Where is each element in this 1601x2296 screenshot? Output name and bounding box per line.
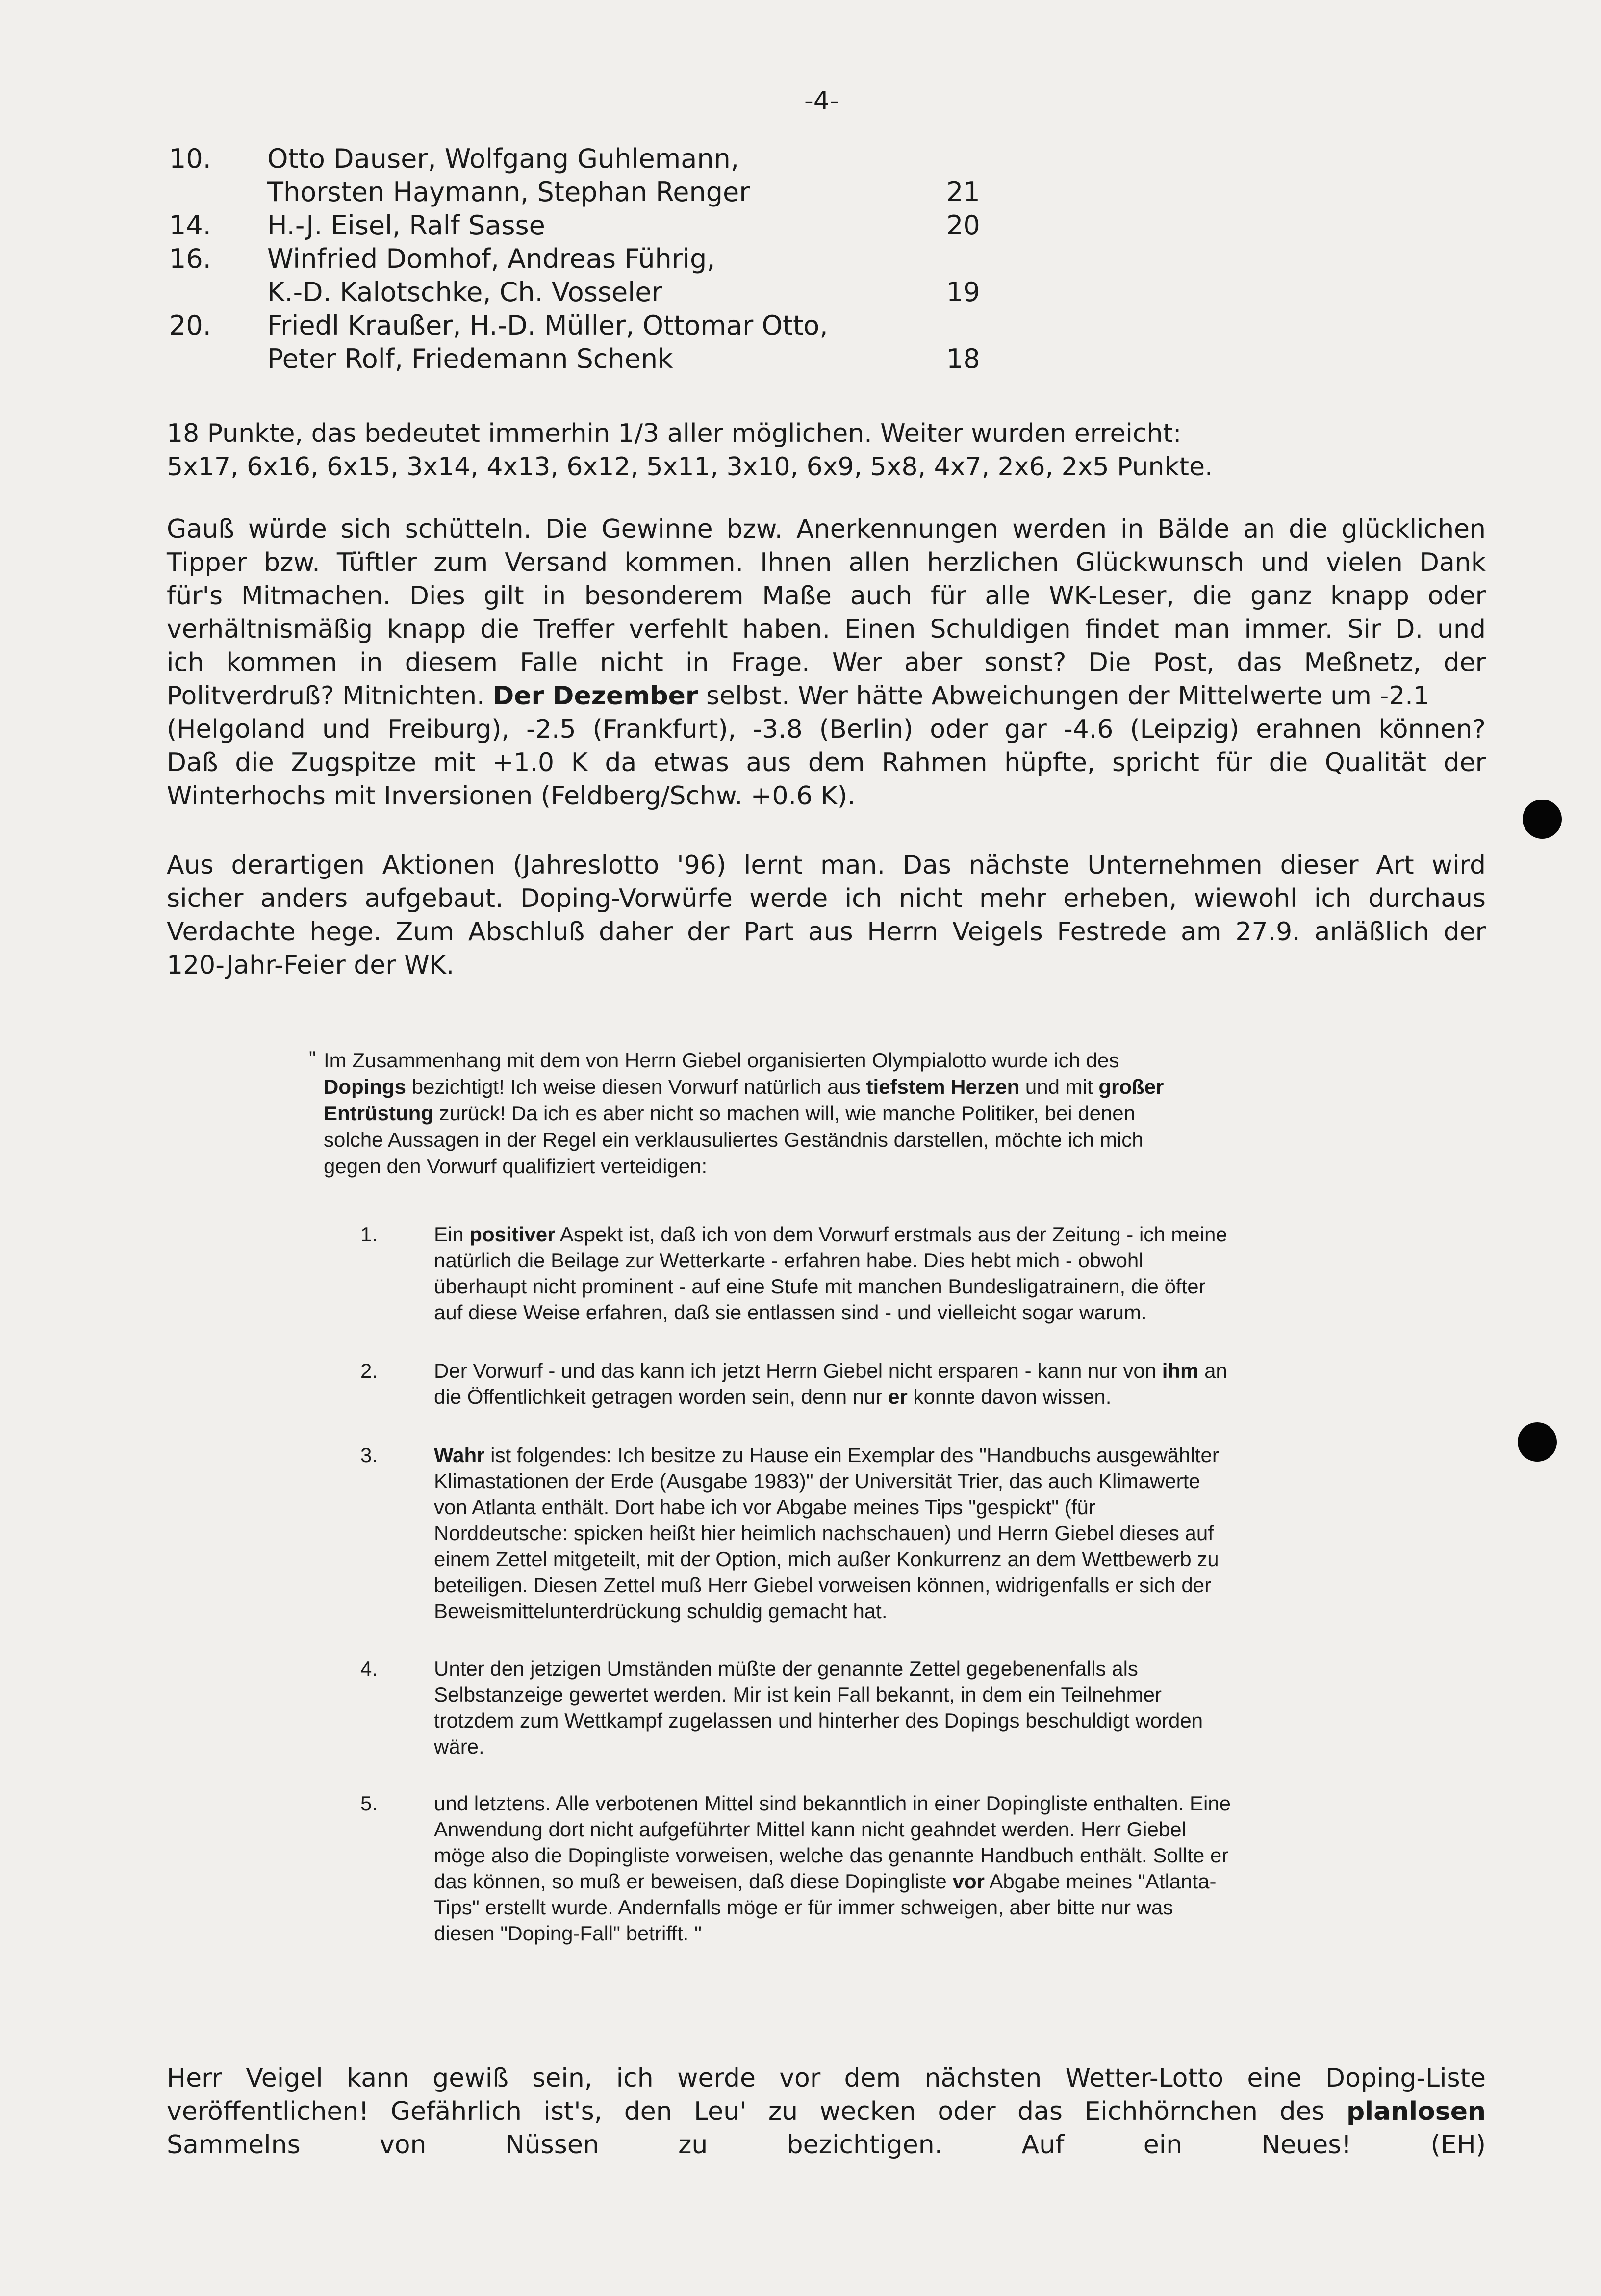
closing-paragraph (167, 2062, 1486, 2162)
text-span: Aspekt ist, daß ich von dem Vorwurf erstmals aus der Zeitung - ich meine (559, 1223, 1227, 1246)
rank-names: Otto Dauser, Wolfgang Guhlemann, (267, 143, 739, 174)
opening-quote-mark: " (309, 1048, 316, 1069)
text-line: Unter den jetzigen Umständen müßte der genannte Zettel gegebenenfalls als (434, 1657, 1138, 1680)
text-line: verhältnismäßig knapp die Treffer verfehlt haben. Einen Schuldigen findet man immer. Sir D. und (167, 615, 1486, 644)
text-span: und mit (1025, 1075, 1093, 1098)
rank-points: 21 (946, 177, 980, 207)
text-line: Herr Veigel kann gewiß sein, ich werde vor dem nächsten Wetter-Lotto eine Doping-Liste (167, 2064, 1486, 2093)
text-line: Klimastationen der Erde (Ausgabe 1983)" der Universität Trier, das auch Klimawerte (434, 1470, 1200, 1493)
text-line (434, 1920, 1366, 1946)
text-line: sicher anders aufgebaut. Doping-Vorwürfe werde ich nicht mehr erheben, wiewohl ich durchaus (167, 884, 1486, 913)
emphasis-grosser: großer (1098, 1075, 1164, 1098)
text-line: beteiligen. Diesen Zettel muß Herr Giebel vorweisen können, widrigenfalls er sich der (434, 1574, 1212, 1597)
emphasis-tiefstem-herzen: tiefstem Herzen (866, 1075, 1020, 1098)
text-line: auf diese Weise erfahren, daß sie entlassen sind - und vielleicht sogar warum. (434, 1301, 1147, 1324)
text-span: ist folgendes: Ich besitze zu Hause ein Exemplar des "Handbuchs ausgewählter (490, 1444, 1219, 1467)
text-span: an (1204, 1359, 1227, 1382)
text-line (434, 1358, 1366, 1384)
rank-points: 19 (946, 277, 980, 308)
rank-names: H.-J. Eisel, Ralf Sasse (267, 210, 545, 241)
text-line: 18 Punkte, das bedeutet immerhin 1/3 aller möglichen. Weiter wurden erreicht: (167, 419, 1182, 448)
text-span: selbst. Wer hätte Abweichungen der Mittelwerte um -2.1 (706, 681, 1429, 711)
rank-names: K.-D. Kalotschke, Ch. Vosseler (267, 277, 662, 308)
text-line: einem Zettel mitgeteilt, mit der Option, mich außer Konkurrenz an dem Wettbewerb zu (434, 1548, 1219, 1571)
item-number: 5. (360, 1792, 378, 1815)
text-line (434, 1221, 1366, 1247)
text-line: Aus derartigen Aktionen (Jahreslotto '96) lernt man. Das nächste Unternehmen dieser Art wird (167, 851, 1486, 880)
rank-names: Friedl Kraußer, H.-D. Müller, Ottomar Otto, (267, 310, 828, 341)
item-number: 4. (360, 1657, 378, 1680)
text-line: Beweismittelunterdrückung schuldig gemacht hat. (434, 1599, 888, 1623)
text-line: von Atlanta enthält. Dort habe ich vor Abgabe meines Tips "gespickt" (für (434, 1496, 1095, 1519)
gauss-paragraph (167, 513, 1486, 813)
text-line: und letztens. Alle verbotenen Mittel sind bekanntlich in einer Dopingliste enthalten. Eine (434, 1792, 1231, 1815)
text-line (324, 1074, 1334, 1100)
text-span: Politverdruß? Mitnichten. (167, 681, 485, 711)
rank-position: 16. (169, 243, 211, 274)
text-line: Verdachte hege. Zum Abschluß daher der Part aus Herrn Veigels Festrede am 27.9. anläßlich der (167, 917, 1486, 947)
text-line: Im Zusammenhang mit dem von Herrn Giebel organisierten Olympialotto wurde ich des (324, 1049, 1119, 1072)
text-line (434, 1442, 1366, 1468)
page-number: -4- (804, 86, 839, 116)
emphasis-ihm: ihm (1162, 1359, 1199, 1382)
rank-points: 20 (946, 210, 980, 241)
text-span: das können, so muß er beweisen, daß diese Dopingliste (434, 1870, 947, 1893)
text-line (167, 2128, 1486, 2162)
text-line: gegen den Vorwurf qualifiziert verteidigen: (324, 1155, 708, 1178)
closing-quote-mark: " (694, 1922, 702, 1945)
item-text (434, 1442, 1366, 1624)
text-line (434, 1868, 1366, 1894)
text-line: möge also die Dopingliste vorweisen, welche das genannte Handbuch enthält. Sollte er (434, 1844, 1229, 1867)
item-text (434, 1358, 1366, 1410)
text-line: Winterhochs mit Inversionen (Feldberg/Schw. +0.6 K). (167, 781, 856, 811)
text-line: überhaupt nicht prominent - auf eine Stufe mit manchen Bundesligatrainern, die öfter (434, 1275, 1206, 1298)
text-line (434, 1384, 1366, 1410)
text-span: Abgabe meines "Atlanta- (989, 1870, 1217, 1893)
text-line: Tipper bzw. Tüftler zum Versand kommen. Ihnen allen herzlichen Glückwunsch und vielen Dank (167, 548, 1486, 577)
emphasis-vor: vor (952, 1870, 985, 1893)
emphasis-planlosen: planlosen (1347, 2097, 1486, 2126)
text-span: Der Vorwurf - und das kann ich jetzt Herrn Giebel nicht ersparen - kann nur von (434, 1359, 1157, 1382)
emphasis-dopings: Dopings (324, 1075, 406, 1098)
item-text (434, 1221, 1366, 1325)
text-span: diesen "Doping-Fall" betrifft. (434, 1922, 689, 1945)
rank-points: 18 (946, 343, 980, 374)
punch-hole-lower (1518, 1422, 1557, 1462)
text-line: 5x17, 6x16, 6x15, 3x14, 4x13, 6x12, 5x11, 3x10, 6x9, 5x8, 4x7, 2x6, 2x5 Punkte. (167, 452, 1213, 482)
emphasis-entruestung: Entrüstung (324, 1102, 433, 1125)
item-number: 1. (360, 1223, 378, 1246)
text-line: 120-Jahr-Feier der WK. (167, 951, 455, 980)
rank-names: Thorsten Haymann, Stephan Renger (267, 177, 750, 207)
text-line: Gauß würde sich schütteln. Die Gewinne bzw. Anerkennungen werden in Bälde an die glücklichen (167, 515, 1486, 544)
text-line: wäre. (434, 1735, 484, 1758)
text-line: trotzdem zum Wettkampf zugelassen und hinterher des Dopings beschuldigt worden (434, 1709, 1203, 1732)
emphasis-der-dezember: Der Dezember (493, 681, 698, 711)
text-line: solche Aussagen in der Regel ein verklausuliertes Geständnis darstellen, möchte ich mich (324, 1128, 1144, 1151)
quote-intro (309, 1047, 1334, 1180)
aktionen-paragraph (167, 849, 1486, 982)
text-line: Selbstanzeige gewertet werden. Mir ist kein Fall bekannt, in dem ein Teilnehmer (434, 1683, 1162, 1706)
item-number: 2. (360, 1359, 378, 1382)
text-line (167, 2095, 1486, 2128)
author-initials: (EH) (1430, 2130, 1486, 2160)
rank-position: 10. (169, 143, 211, 174)
rank-position: 14. (169, 210, 211, 241)
text-span: zurück! Da ich es aber nicht so machen will, wie manche Politiker, bei denen (439, 1102, 1136, 1125)
emphasis-wahr: Wahr (434, 1444, 485, 1467)
text-span: veröffentlichen! Gefährlich ist's, den Leu' zu wecken oder das Eichhörnchen des (167, 2097, 1325, 2126)
punch-hole-upper (1523, 800, 1562, 839)
text-span: konnte davon wissen. (913, 1385, 1112, 1408)
item-number: 3. (360, 1444, 378, 1467)
text-line (167, 679, 1486, 713)
item-text (434, 1655, 1366, 1759)
text-span: Sammelns von Nüssen zu bezichtigen. Auf ein Neues! (167, 2130, 1352, 2160)
text-line: (Helgoland und Freiburg), -2.5 (Frankfurt), -3.8 (Berlin) oder gar -4.6 (Leipzig) erahnen können? (167, 715, 1486, 744)
text-span: bezichtigt! Ich weise diesen Vorwurf natürlich aus (411, 1075, 861, 1098)
text-line: natürlich die Beilage zur Wetterkarte - erfahren habe. Dies hebt mich - obwohl (434, 1249, 1144, 1272)
points-paragraph (167, 417, 1491, 484)
emphasis-er: er (888, 1385, 908, 1408)
text-line: Norddeutsche: spicken heißt hier heimlich nachschauen) und Herrn Giebel dieses auf (434, 1522, 1214, 1545)
rank-position: 20. (169, 310, 211, 341)
text-line: Daß die Zugspitze mit +1.0 K da etwas aus dem Rahmen hüpfte, spricht für die Qualität der (167, 748, 1486, 777)
text-line: Anwendung dort nicht aufgeführter Mittel kann nicht geahndet werden. Herr Giebel (434, 1818, 1186, 1841)
rank-names: Winfried Domhof, Andreas Führig, (267, 243, 715, 274)
text-span: Ein (434, 1223, 464, 1246)
text-line: ich kommen in diesem Falle nicht in Frage. Wer aber sonst? Die Post, das Meßnetz, der (167, 648, 1486, 677)
text-line (324, 1100, 1334, 1127)
text-line: Tips" erstellt wurde. Andernfalls möge er für immer schweigen, aber bitte nur was (434, 1896, 1173, 1919)
emphasis-positiver: positiver (469, 1223, 556, 1246)
rank-names: Peter Rolf, Friedemann Schenk (267, 343, 673, 374)
item-text (434, 1790, 1366, 1946)
text-span: die Öffentlichkeit getragen worden sein, denn nur (434, 1385, 883, 1408)
text-line: für's Mitmachen. Dies gilt in besonderem Maße auch für alle WK-Leser, die ganz knapp oder (167, 581, 1486, 611)
